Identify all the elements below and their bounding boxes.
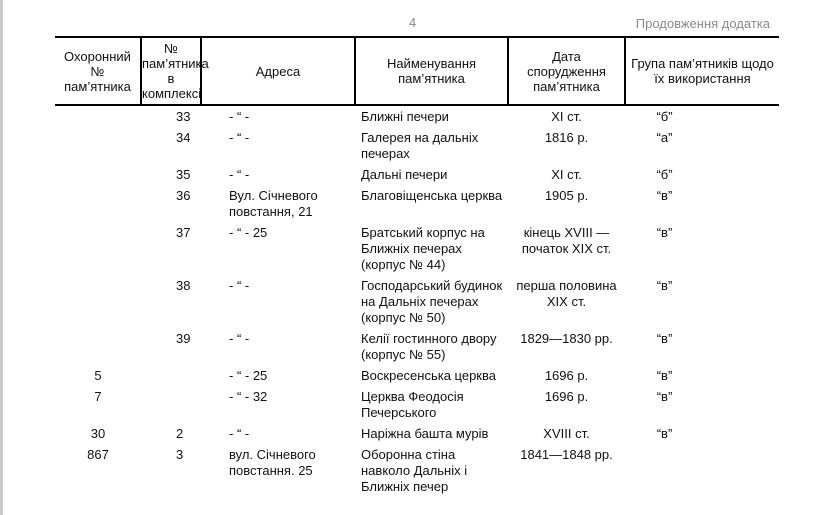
monument-name-cell: Келії гостинного двору (корпус № 55) — [361, 331, 497, 362]
table-row — [55, 386, 779, 423]
table-row — [55, 164, 779, 185]
table-row — [55, 185, 779, 222]
complex-number-cell — [141, 365, 201, 386]
construction-date-cell: 1696 р. — [544, 389, 589, 404]
table-row — [55, 222, 779, 275]
monument-name-cell: Воскресенська церква — [361, 368, 496, 383]
address-cell: - “ - 25 — [229, 225, 268, 240]
construction-date-cell: перша половина XIX ст. — [516, 278, 617, 309]
table-header — [55, 37, 779, 105]
guard-number-cell: 30 — [90, 426, 106, 441]
usage-group-cell — [625, 444, 779, 497]
complex-number-cell: 2 — [176, 426, 184, 441]
header-complex-number: № пам’ятника в комплексі — [141, 37, 201, 105]
construction-date-cell: XVIII ст. — [543, 426, 590, 441]
construction-date-cell: XI ст. — [551, 109, 582, 124]
address-cell: - “ - — [229, 130, 250, 145]
header-address: Адреса — [201, 37, 355, 105]
monuments-table-container — [55, 36, 779, 497]
header-row — [55, 37, 779, 105]
complex-number-cell: 35 — [176, 167, 191, 182]
complex-number-cell: 36 — [176, 188, 191, 203]
table-row — [55, 105, 779, 127]
table-row — [55, 444, 779, 497]
complex-number-cell: 34 — [176, 130, 191, 145]
usage-group-cell: “в” — [656, 368, 673, 383]
continuation-label: Продовження додатка — [635, 16, 770, 31]
usage-group-cell: “в” — [656, 331, 673, 346]
monument-name-cell: Ближні печери — [361, 109, 449, 124]
monument-name-cell: Благовіщенська церква — [361, 188, 503, 203]
complex-number-cell: 38 — [176, 278, 191, 293]
address-cell: - “ - 32 — [229, 389, 268, 404]
usage-group-cell: “б” — [656, 167, 673, 182]
table-row — [55, 423, 779, 444]
complex-number-cell: 3 — [176, 447, 184, 462]
table-row — [55, 365, 779, 386]
address-cell: - “ - — [229, 278, 250, 293]
complex-number-cell: 33 — [176, 109, 191, 124]
usage-group-cell: “в” — [656, 278, 673, 293]
monument-name-cell: Дальні печери — [361, 167, 448, 182]
address-cell: - “ - — [229, 109, 250, 124]
address-cell: - “ - — [229, 426, 250, 441]
address-cell: - “ - — [229, 167, 250, 182]
guard-number-cell — [55, 275, 141, 328]
construction-date-cell: 1841—1848 рр. — [520, 447, 613, 462]
monument-name-cell: Братський корпус на Ближніх печерах (корпус № 44) — [361, 225, 485, 272]
page-number: 4 — [409, 15, 417, 30]
guard-number-cell — [55, 185, 141, 222]
usage-group-cell: “в” — [656, 426, 673, 441]
header-construction-date: Дата спорудження пам’ятника — [508, 37, 625, 105]
guard-number-cell: 5 — [94, 368, 102, 383]
table-row — [55, 328, 779, 365]
complex-number-cell: 37 — [176, 225, 191, 240]
guard-number-cell — [55, 127, 141, 164]
page-left-edge — [0, 0, 3, 515]
construction-date-cell: 1829—1830 рр. — [520, 331, 613, 346]
guard-number-cell — [55, 328, 141, 365]
usage-group-cell: “в” — [656, 188, 673, 203]
usage-group-cell: “в” — [656, 389, 673, 404]
monument-name-cell: Господарський будинок на Дальніх печерах (корпус № 50) — [361, 278, 503, 325]
guard-number-cell — [55, 222, 141, 275]
construction-date-cell: 1816 р. — [544, 130, 589, 145]
complex-number-cell: 39 — [176, 331, 191, 346]
address-cell: Вул. Січневого повстання, 21 — [229, 188, 318, 219]
address-cell: - “ - — [229, 331, 250, 346]
table-row — [55, 127, 779, 164]
guard-number-cell: 867 — [87, 447, 109, 462]
construction-date-cell: 1696 р. — [544, 368, 589, 383]
table-row — [55, 275, 779, 328]
guard-number-cell: 7 — [94, 389, 102, 404]
header-usage-group: Група пам’ятників щодо їх використання — [625, 37, 779, 105]
table-body — [55, 105, 779, 497]
monument-name-cell: Церква Феодосія Печерського — [361, 389, 464, 420]
monument-name-cell: Галерея на дальніх печерах — [361, 130, 479, 161]
construction-date-cell: кінець XVIII — початок XIX ст. — [521, 225, 612, 256]
usage-group-cell: “а” — [656, 130, 673, 145]
address-cell: вул. Січневого повстання. 25 — [229, 447, 316, 478]
guard-number-cell — [55, 105, 141, 127]
monument-name-cell: Наріжна башта мурів — [361, 426, 489, 441]
monuments-table — [55, 36, 779, 497]
monument-name-cell: Оборонна стіна навколо Дальніх і Ближніх печер — [361, 447, 468, 494]
construction-date-cell: XI ст. — [551, 167, 582, 182]
address-cell: - “ - 25 — [229, 368, 268, 383]
construction-date-cell: 1905 р. — [544, 188, 589, 203]
complex-number-cell — [141, 386, 201, 423]
usage-group-cell: “в” — [656, 225, 673, 240]
usage-group-cell: “б” — [656, 109, 673, 124]
header-guard-number: Охоронний № пам’ятника — [64, 48, 131, 94]
header-monument-name: Найменування пам’ятника — [355, 37, 508, 105]
guard-number-cell — [55, 164, 141, 185]
